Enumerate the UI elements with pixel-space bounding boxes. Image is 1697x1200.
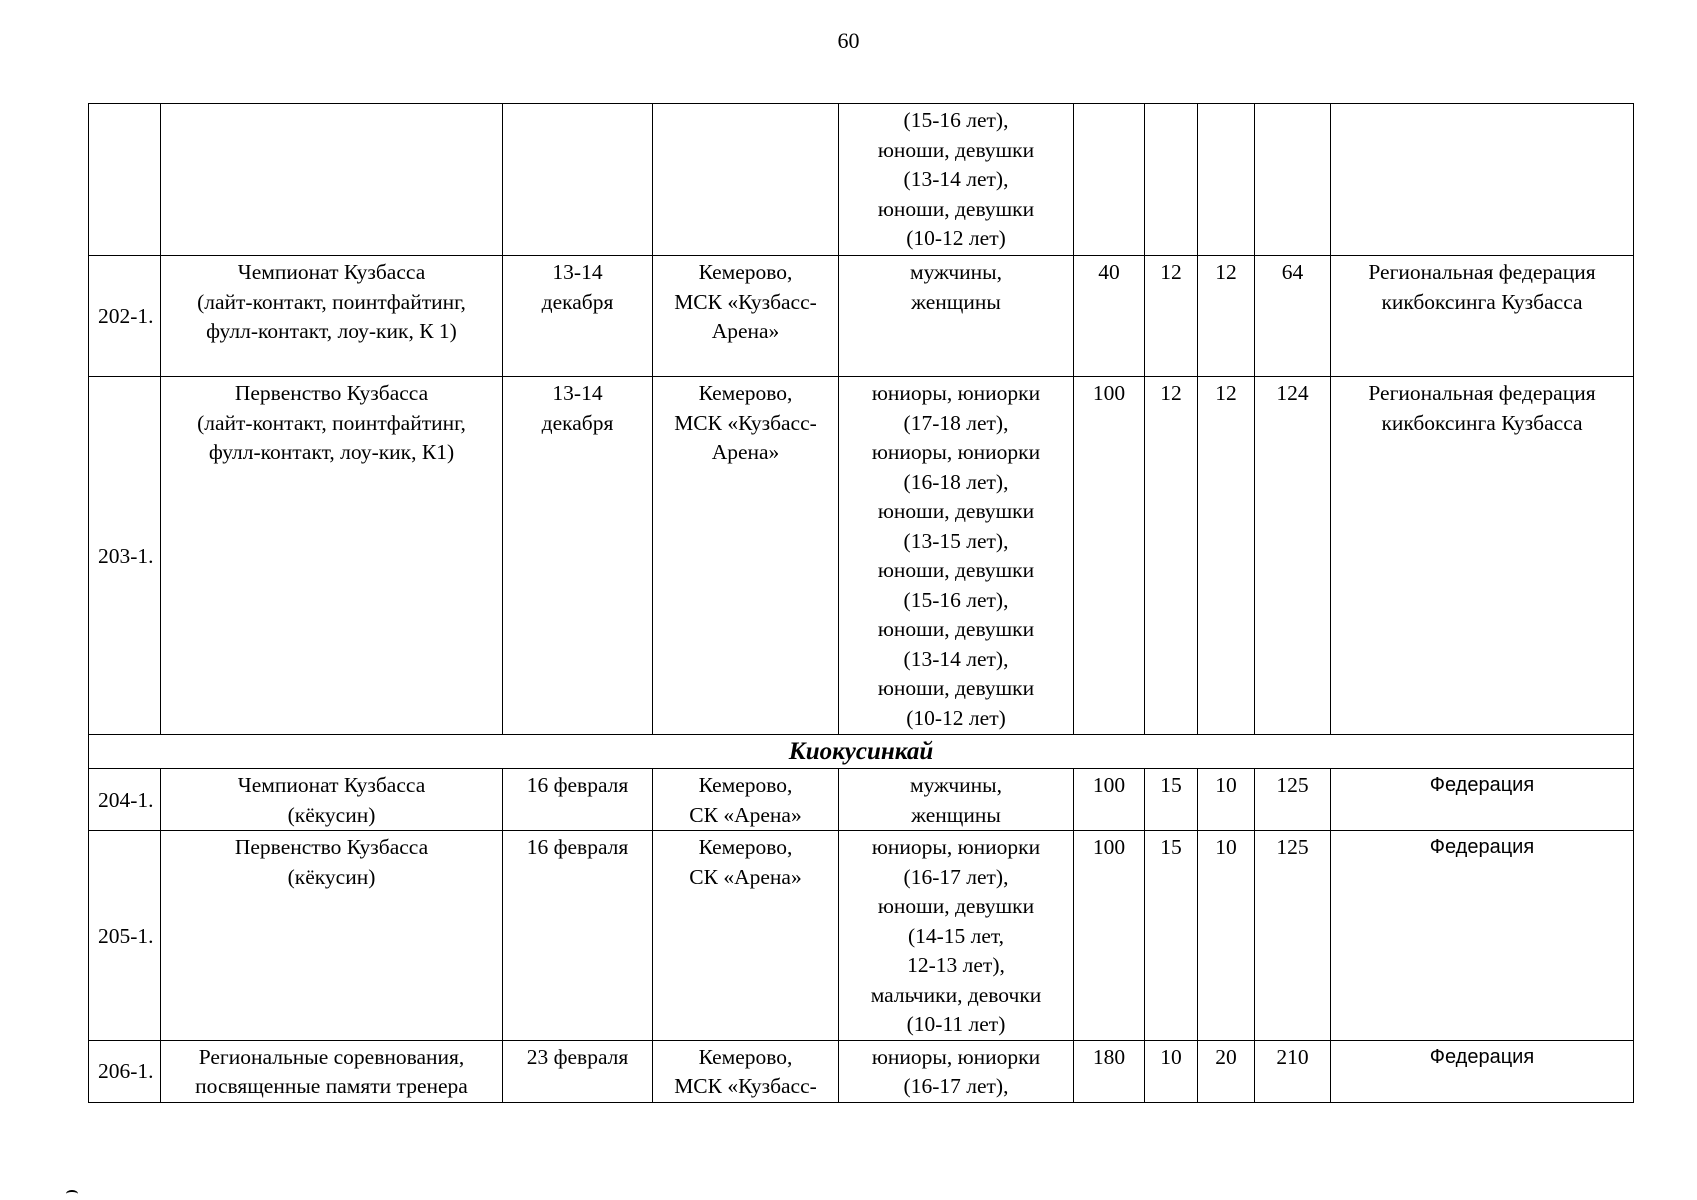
judges-count: 10 bbox=[1198, 831, 1255, 1041]
total-count bbox=[1255, 104, 1331, 256]
event-place: Кемерово, СК «Арена» bbox=[653, 769, 839, 831]
page-number: 60 bbox=[837, 28, 860, 53]
athletes-count bbox=[1074, 104, 1145, 256]
table-row bbox=[89, 769, 1634, 831]
row-number: 206-1. bbox=[89, 1040, 161, 1102]
section-row bbox=[89, 735, 1634, 769]
event-organizer bbox=[1331, 104, 1634, 256]
judges-count: 12 bbox=[1198, 256, 1255, 377]
event-dates: 13-14 декабря bbox=[503, 256, 653, 377]
athletes-count: 100 bbox=[1074, 831, 1145, 1041]
event-place: Кемерово, МСК «Кузбасс- Арена» bbox=[653, 256, 839, 377]
event-organizer: Федерация bbox=[1331, 1040, 1634, 1102]
judges-count: 12 bbox=[1198, 377, 1255, 735]
coaches-count: 12 bbox=[1145, 377, 1198, 735]
coaches-count: 12 bbox=[1145, 256, 1198, 377]
event-organizer: Региональная федерация кикбоксинга Кузбасса bbox=[1331, 377, 1634, 735]
event-name: Первенство Кузбасса (лайт-контакт, поинтфайтинг, фулл-контакт, лоу-кик, К1) bbox=[161, 377, 503, 735]
total-count: 64 bbox=[1255, 256, 1331, 377]
event-participants: мужчины, женщины bbox=[839, 256, 1074, 377]
event-participants: юниоры, юниорки (16-17 лет), bbox=[839, 1040, 1074, 1102]
total-count: 210 bbox=[1255, 1040, 1331, 1102]
row-number: 205-1. bbox=[89, 831, 161, 1041]
judges-count bbox=[1198, 104, 1255, 256]
table-row bbox=[89, 104, 1634, 256]
athletes-count: 100 bbox=[1074, 377, 1145, 735]
event-name: Чемпионат Кузбасса (кёкусин) bbox=[161, 769, 503, 831]
total-count: 125 bbox=[1255, 769, 1331, 831]
event-place: Кемерово, СК «Арена» bbox=[653, 831, 839, 1041]
judges-count: 20 bbox=[1198, 1040, 1255, 1102]
event-organizer: Федерация bbox=[1331, 769, 1634, 831]
athletes-count: 40 bbox=[1074, 256, 1145, 377]
event-name: Первенство Кузбасса (кёкусин) bbox=[161, 831, 503, 1041]
total-count: 125 bbox=[1255, 831, 1331, 1041]
row-number: 204-1. bbox=[89, 769, 161, 831]
event-dates: 23 февраля bbox=[503, 1040, 653, 1102]
event-participants: юниоры, юниорки (17-18 лет), юниоры, юниорки (16-18 лет), юноши, девушки (13-15 лет), юноши, девушки (15-16 лет), юноши, девушки (13-14 лет), юноши, девушки (10-12 лет) bbox=[839, 377, 1074, 735]
table-row bbox=[89, 377, 1634, 735]
events-table bbox=[88, 103, 1634, 1103]
row-number: 203-1. bbox=[89, 377, 161, 735]
table-row bbox=[89, 256, 1634, 377]
event-organizer: Региональная федерация кикбоксинга Кузбасса bbox=[1331, 256, 1634, 377]
row-number bbox=[89, 104, 161, 256]
event-dates: 13-14 декабря bbox=[503, 377, 653, 735]
event-dates: 16 февраля bbox=[503, 831, 653, 1041]
event-participants: юниоры, юниорки (16-17 лет), юноши, девушки (14-15 лет, 12-13 лет), мальчики, девочки (10-11 лет) bbox=[839, 831, 1074, 1041]
event-name: Региональные соревнования, посвященные памяти тренера bbox=[161, 1040, 503, 1102]
coaches-count: 10 bbox=[1145, 1040, 1198, 1102]
event-participants: мужчины, женщины bbox=[839, 769, 1074, 831]
section-title: Киокусинкай bbox=[89, 735, 1634, 769]
coaches-count: 15 bbox=[1145, 769, 1198, 831]
page-edge-mark bbox=[66, 1190, 78, 1198]
athletes-count: 100 bbox=[1074, 769, 1145, 831]
table-row bbox=[89, 831, 1634, 1041]
event-participants: (15-16 лет), юноши, девушки (13-14 лет), юноши, девушки (10-12 лет) bbox=[839, 104, 1074, 256]
event-dates bbox=[503, 104, 653, 256]
event-place: Кемерово, МСК «Кузбасс- Арена» bbox=[653, 377, 839, 735]
judges-count: 10 bbox=[1198, 769, 1255, 831]
athletes-count: 180 bbox=[1074, 1040, 1145, 1102]
event-place bbox=[653, 104, 839, 256]
event-dates: 16 февраля bbox=[503, 769, 653, 831]
table-row bbox=[89, 1040, 1634, 1102]
coaches-count bbox=[1145, 104, 1198, 256]
coaches-count: 15 bbox=[1145, 831, 1198, 1041]
row-number: 202-1. bbox=[89, 256, 161, 377]
event-organizer: Федерация bbox=[1331, 831, 1634, 1041]
total-count: 124 bbox=[1255, 377, 1331, 735]
event-name bbox=[161, 104, 503, 256]
event-place: Кемерово, МСК «Кузбасс- bbox=[653, 1040, 839, 1102]
event-name: Чемпионат Кузбасса (лайт-контакт, поинтфайтинг, фулл-контакт, лоу-кик, К 1) bbox=[161, 256, 503, 377]
